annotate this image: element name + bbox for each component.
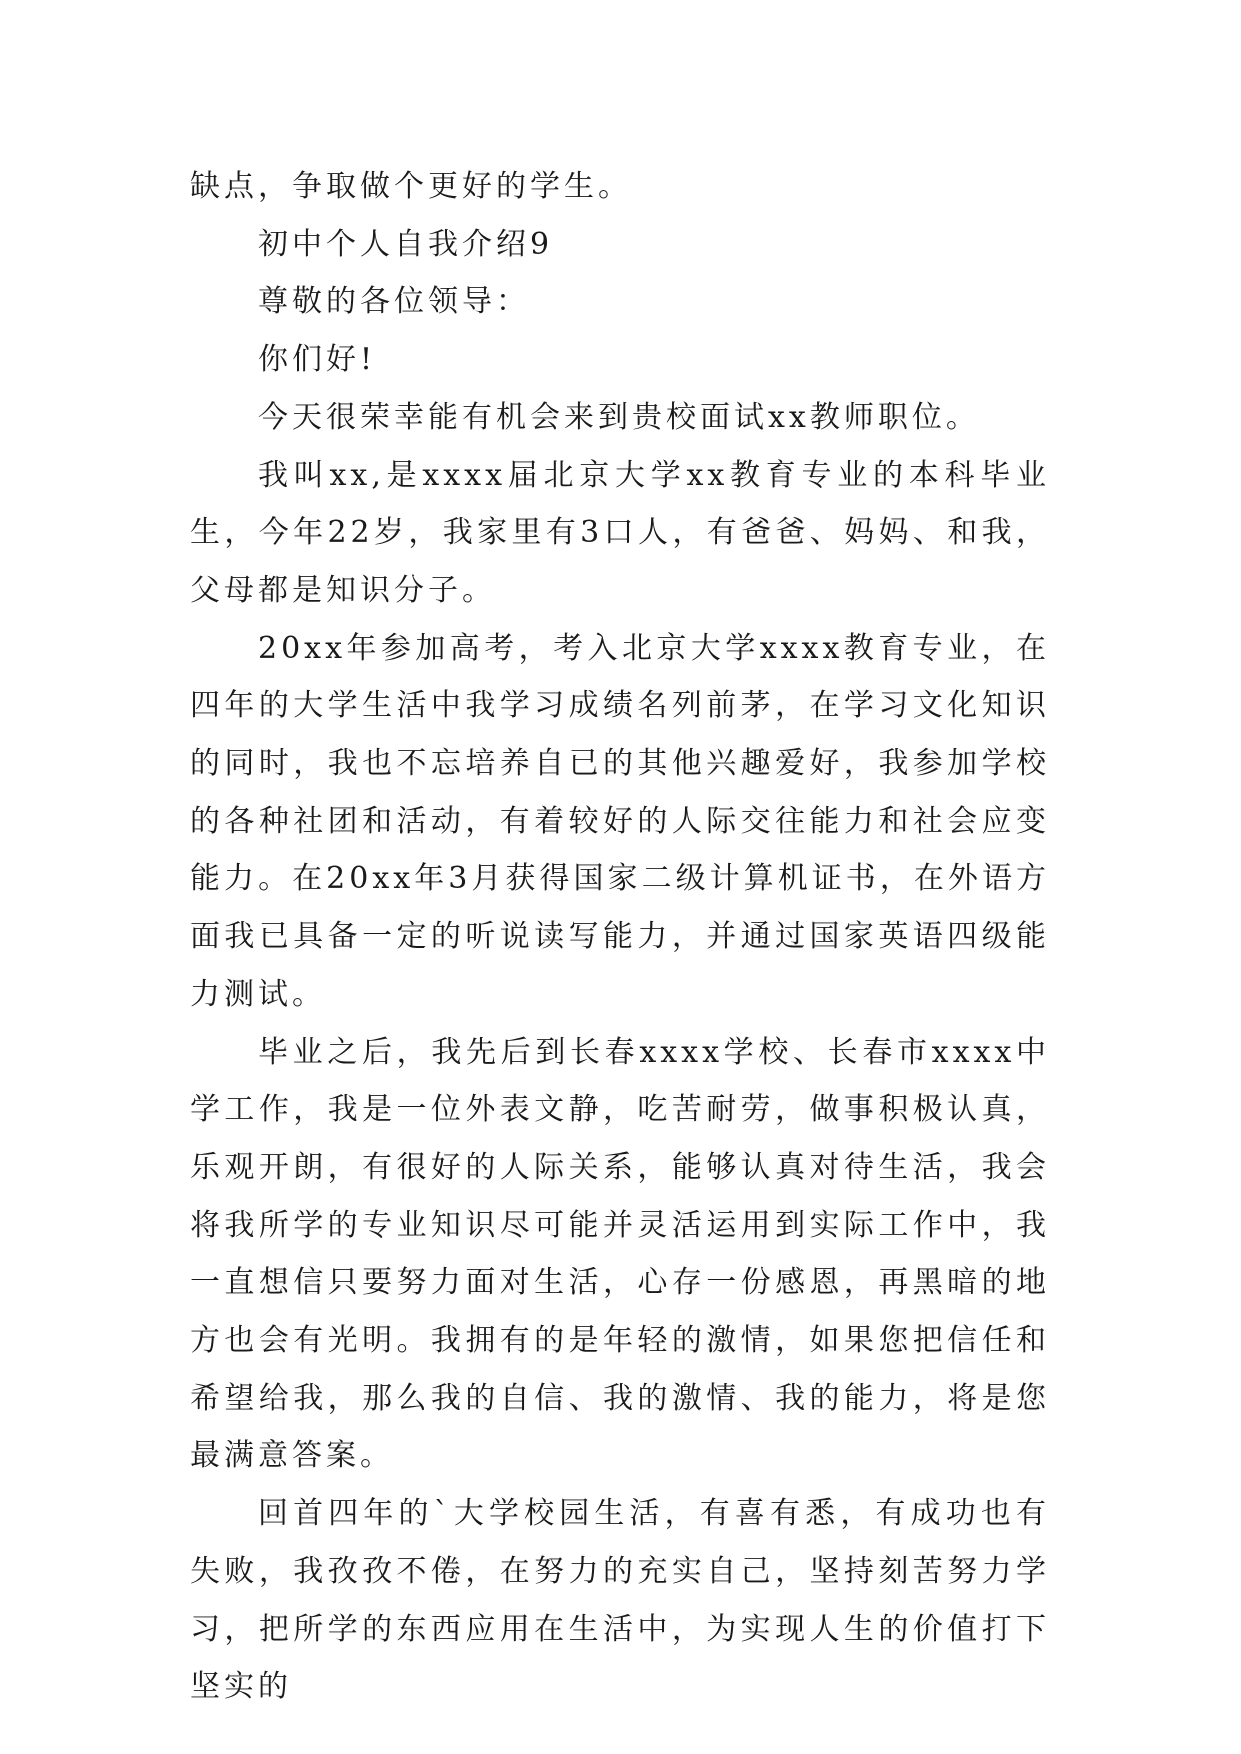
salutation: 尊敬的各位领导： <box>258 284 530 320</box>
paragraph: 毕业之后，我先后到长春xxxx学校、长春市xxxx中学工作，我是一位外表文静，吃苦耐劳，做事积极认真，乐观开朗，有很好的人际关系，能够认真对待生活，我会将我所学的专业知识尽可能并灵活运用到实际工作中，我一直想信只要努力面对生活，心存一份感恩，再黑暗的地方也会有光明。我拥有的是年轻的激情，如果您把信任和希望给我，那么我的自信、我的激情、我的能力，将是您最满意答案。 <box>190 1034 1050 1474</box>
paragraph: 我叫xx,是xxxx届北京大学xx教育专业的本科毕业生，今年22岁，我家里有3口人，有爸爸、妈妈、和我，父母都是知识分子。 <box>190 457 1050 608</box>
section-heading: 初中个人自我介绍9 <box>258 226 554 262</box>
paragraph: 20xx年参加高考，考入北京大学xxxx教育专业，在四年的大学生活中我学习成绩名列前茅，在学习文化知识的同时，我也不忘培养自已的其他兴趣爱好，我参加学校的各种社团和活动，有着较好的人际交往能力和社会应变能力。在20xx年3月获得国家二级计算机证书，在外语方面我已具备一定的听说读写能力，并通过国家英语四级能力测试。 <box>190 630 1050 1012</box>
paragraph: 今天很荣幸能有机会来到贵校面试xx教师职位。 <box>258 399 980 435</box>
greeting: 你们好! <box>258 342 377 378</box>
paragraph: 回首四年的`大学校园生活，有喜有悉，有成功也有失败，我孜孜不倦，在努力的充实自己，坚持刻苦努力学习，把所学的东西应用在生活中，为实现人生的价值打下坚实的 <box>190 1496 1050 1705</box>
paragraph: 缺点，争取做个更好的学生。 <box>190 169 632 204</box>
document-body <box>190 158 1050 1716</box>
